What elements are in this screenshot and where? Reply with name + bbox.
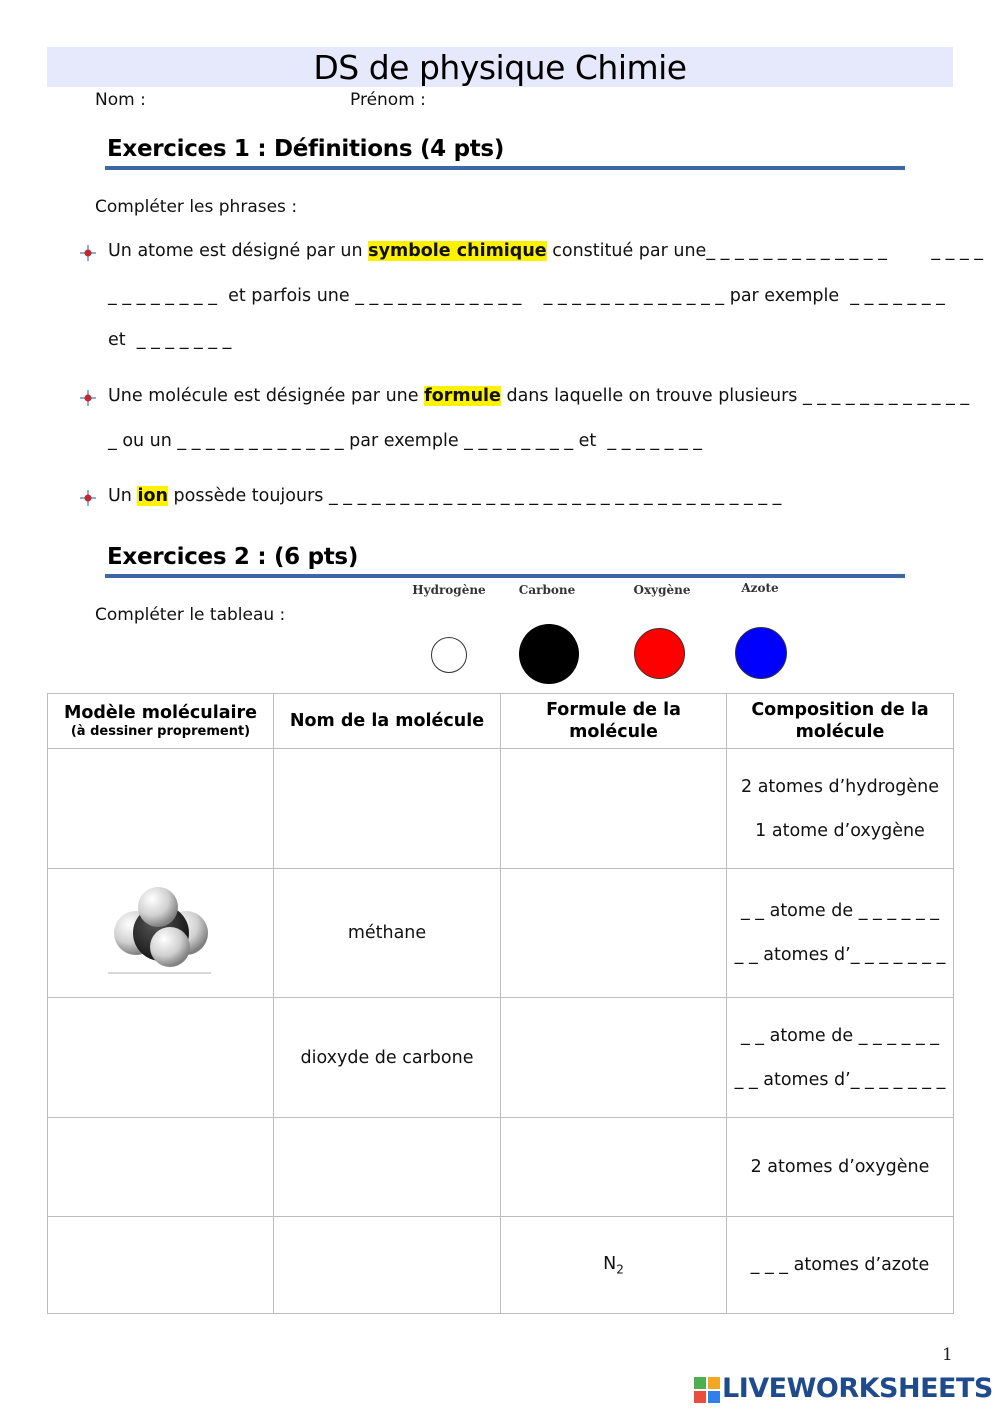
- hydrogen-atom-icon: [431, 637, 467, 673]
- table-row: [48, 869, 954, 998]
- formula-cell[interactable]: [501, 998, 727, 1118]
- nitrogen-atom-icon: [735, 627, 787, 679]
- model-cell[interactable]: [48, 998, 274, 1118]
- exercise2-instruction: Compléter le tableau :: [95, 605, 286, 625]
- item3-suffix[interactable]: possède toujours _ _ _ _ _ _ _ _ _ _ _ _ _ _ _ _ _ _ _ _ _ _ _ _ _ _ _ _ _ _ _ _: [167, 486, 782, 506]
- item1-suffix[interactable]: constitué par une_ _ _ _ _ _ _ _ _ _ _ _ _ _ _ _ _: [546, 241, 984, 261]
- exercise1-item3-line1: [108, 486, 781, 506]
- liveworksheets-logo-icon: [694, 1377, 720, 1403]
- composition-cell: [727, 749, 954, 869]
- page-title: DS de physique Chimie: [313, 48, 687, 87]
- exercise1-title: Exercices 1 : Définitions (4 pts): [107, 136, 505, 162]
- table-row: [48, 749, 954, 869]
- exercise2-rule: [105, 574, 905, 578]
- name-cell[interactable]: [274, 1118, 501, 1217]
- composition-line[interactable]: _ _ atomes d’_ _ _ _ _ _ _: [734, 945, 946, 965]
- legend-label-oxygen: Oxygène: [633, 583, 691, 597]
- formula-subscript: 2: [616, 1262, 624, 1277]
- composition-line: 1 atome d’oxygène: [755, 820, 925, 841]
- header-composition: Composition de la molécule: [727, 694, 954, 749]
- legend-label-nitrogen: Azote: [741, 581, 779, 595]
- table-row: [48, 998, 954, 1118]
- exercise1-item2-line2[interactable]: _ ou un _ _ _ _ _ _ _ _ _ _ _ _ par exemple _ _ _ _ _ _ _ _ et _ _ _ _ _ _ _: [108, 431, 703, 451]
- atom-bullet-icon: [78, 243, 98, 263]
- liveworksheets-brand[interactable]: LIVEWORKSHEETS: [722, 1373, 993, 1404]
- item2-prefix: Une molécule est désignée par une: [108, 386, 425, 406]
- composition-line[interactable]: _ _ atome de _ _ _ _ _ _: [740, 1025, 940, 1046]
- model-cell[interactable]: [48, 749, 274, 869]
- exercise1-item1-line2[interactable]: _ _ _ _ _ _ _ _ et parfois une _ _ _ _ _ _ _ _ _ _ _ _ _ _ _ _ _ _ _ _ _ _ _ _ _ par exemple _ _ _ _ _ _ _: [108, 286, 945, 306]
- exercise1-rule: [105, 166, 905, 170]
- legend-label-hydrogen: Hydrogène: [412, 583, 486, 597]
- item1-prefix: Un atome est désigné par un: [108, 241, 369, 261]
- composition-line: 2 atomes d’hydrogène: [741, 776, 939, 797]
- composition-cell[interactable]: _ _ _ atomes d’azote: [727, 1217, 954, 1314]
- exercise2-title: Exercices 2 : (6 pts): [107, 544, 359, 570]
- item1-highlight: symbole chimique: [368, 241, 547, 261]
- formula-cell: [501, 1217, 727, 1314]
- oxygen-atom-icon: [634, 628, 685, 679]
- model-cell[interactable]: [48, 1118, 274, 1217]
- header-model-sub: (à dessiner proprement): [70, 724, 251, 739]
- formula-cell[interactable]: [501, 869, 727, 998]
- header-formula: Formule de la molécule: [501, 694, 727, 749]
- composition-cell: 2 atomes d’oxygène: [727, 1118, 954, 1217]
- methane-model-icon: [106, 881, 216, 981]
- exercise1-item1-line3[interactable]: et _ _ _ _ _ _ _: [108, 330, 232, 350]
- name-cell: méthane: [274, 869, 501, 998]
- carbon-atom-icon: [519, 624, 579, 684]
- header-model: Modèle moléculaire (à dessiner proprement): [48, 694, 274, 749]
- exercise1-instruction: Compléter les phrases :: [95, 197, 298, 217]
- header-name: Nom de la molécule: [274, 694, 501, 749]
- model-cell: [48, 869, 274, 998]
- composition-cell[interactable]: [727, 869, 954, 998]
- formula-main: N: [603, 1253, 617, 1274]
- composition-line[interactable]: _ _ atomes d’_ _ _ _ _ _ _: [734, 1069, 946, 1090]
- molecule-table: [47, 693, 954, 1314]
- item3-highlight: ion: [137, 486, 168, 506]
- composition-line[interactable]: _ _ atome de _ _ _ _ _ _: [740, 901, 940, 921]
- exercise1-item2-line1: [108, 386, 969, 406]
- prenom-label: Prénom :: [350, 90, 426, 110]
- table-header-row: [48, 694, 954, 749]
- item2-highlight: formule: [424, 386, 501, 406]
- exercise1-item1-line1: [108, 241, 983, 261]
- name-cell[interactable]: [274, 749, 501, 869]
- name-cell: dioxyde de carbone: [274, 998, 501, 1118]
- model-cell[interactable]: [48, 1217, 274, 1314]
- page-number: 1: [942, 1345, 953, 1365]
- table-row: [48, 1217, 954, 1314]
- legend-label-carbon: Carbone: [518, 583, 576, 597]
- formula-cell[interactable]: [501, 749, 727, 869]
- table-row: [48, 1118, 954, 1217]
- item3-prefix: Un: [108, 486, 138, 506]
- item2-suffix[interactable]: dans laquelle on trouve plusieurs _ _ _ _ _ _ _ _ _ _ _ _: [500, 386, 970, 406]
- atom-bullet-icon: [78, 388, 98, 408]
- atom-bullet-icon: [78, 488, 98, 508]
- composition-cell[interactable]: [727, 998, 954, 1118]
- nom-label: Nom :: [95, 90, 146, 110]
- name-cell[interactable]: [274, 1217, 501, 1314]
- formula-cell[interactable]: [501, 1118, 727, 1217]
